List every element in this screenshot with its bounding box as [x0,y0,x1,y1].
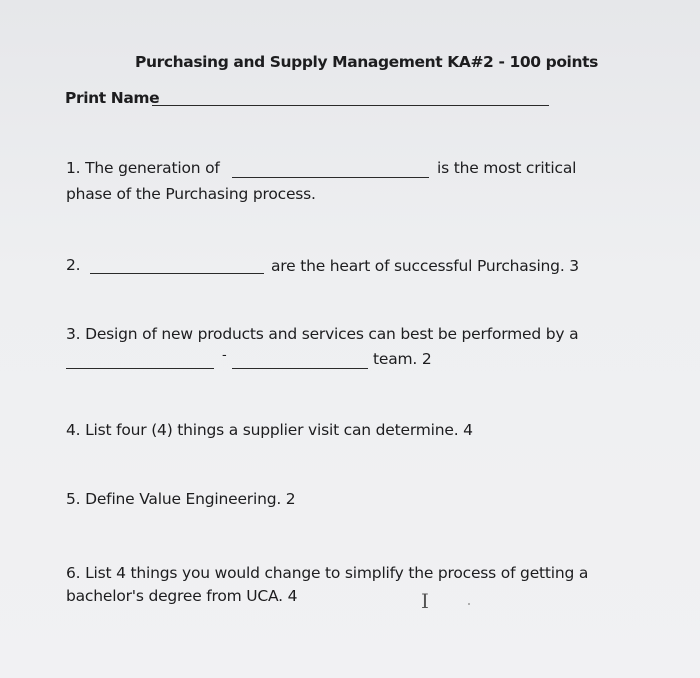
q1-line2: phase of the Purchasing process. [66,185,316,203]
q2-suffix: are the heart of successful Purchasing. 3 [271,257,579,275]
q4-text: 4. List four (4) things a supplier visit can determine. 4 [66,421,473,439]
speck-mark [468,603,470,605]
q6-line1: 6. List 4 things you would change to simplify the process of getting a [66,564,589,582]
q2-blank[interactable] [90,273,264,274]
q1-suffix: is the most critical [437,159,577,177]
q5-text: 5. Define Value Engineering. 2 [66,490,296,508]
q3-line1: 3. Design of new products and services can best be performed by a [66,325,579,343]
q3-blank-1[interactable] [66,368,214,369]
q3-blank-2[interactable] [232,368,368,369]
q3-suffix: team. 2 [373,350,432,368]
text-cursor-icon: I [421,589,429,613]
q2-number: 2. [66,256,81,274]
print-name-label: Print Name [65,89,160,107]
q3-dash: - [222,348,227,363]
q6-line2: bachelor's degree from UCA. 4 [66,587,298,605]
worksheet-title: Purchasing and Supply Management KA#2 - 100 points [135,53,598,71]
q1-prefix: 1. The generation of [66,159,220,177]
q1-blank[interactable] [232,177,429,178]
print-name-blank[interactable] [152,105,549,106]
